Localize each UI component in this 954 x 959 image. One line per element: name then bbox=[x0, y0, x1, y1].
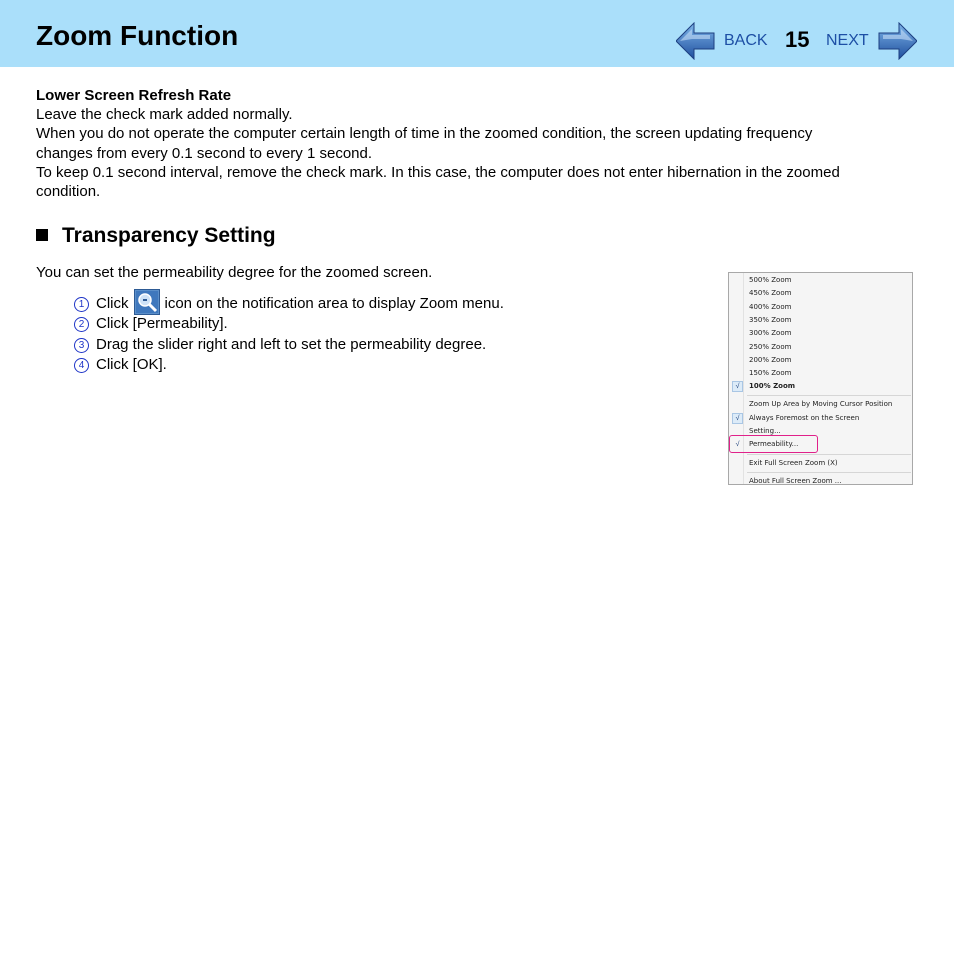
step-number: 3 bbox=[74, 338, 89, 353]
page-title: Zoom Function bbox=[36, 20, 239, 51]
back-arrow-icon[interactable] bbox=[676, 22, 716, 60]
step-text: Click [OK]. bbox=[96, 356, 167, 373]
zoom-menu-screenshot bbox=[728, 272, 913, 485]
refresh-heading: Lower Screen Refresh Rate bbox=[36, 87, 232, 104]
header-bar bbox=[0, 0, 954, 67]
menu-item-150[interactable]: 150% Zoom bbox=[749, 369, 792, 377]
check-icon: √ bbox=[732, 381, 743, 392]
step-item bbox=[74, 335, 486, 354]
refresh-line: changes from every 0.1 second to every 1 second. bbox=[36, 145, 373, 162]
back-link[interactable]: BACK bbox=[724, 32, 768, 49]
section-heading bbox=[36, 222, 276, 250]
section-intro: You can set the permeability degree for the zoomed screen. bbox=[36, 264, 433, 281]
menu-item-400[interactable]: 400% Zoom bbox=[749, 303, 792, 311]
step-text: Click bbox=[96, 294, 129, 312]
step-text: Click [Permeability]. bbox=[96, 315, 228, 332]
check-icon: √ bbox=[732, 413, 743, 424]
menu-item-exit[interactable]: Exit Full Screen Zoom (X) bbox=[749, 459, 838, 467]
square-bullet-icon bbox=[36, 229, 48, 241]
menu-item-permeability[interactable]: Permeability... bbox=[749, 440, 799, 448]
step-number: 1 bbox=[74, 297, 89, 312]
menu-item-100[interactable]: 100% Zoom bbox=[749, 382, 796, 390]
refresh-line: condition. bbox=[36, 183, 101, 200]
next-arrow-icon[interactable] bbox=[877, 22, 917, 60]
step-item bbox=[74, 314, 228, 333]
permeability-highlight bbox=[729, 435, 818, 453]
next-link[interactable]: NEXT bbox=[826, 32, 869, 49]
refresh-line: To keep 0.1 second interval, remove the check mark. In this case, the computer does not enter hibernation in the zoomed bbox=[36, 164, 840, 181]
menu-item-200[interactable]: 200% Zoom bbox=[749, 356, 792, 364]
menu-separator bbox=[747, 472, 911, 473]
menu-separator bbox=[747, 395, 911, 396]
menu-item-450[interactable]: 450% Zoom bbox=[749, 289, 792, 297]
zoom-tray-icon bbox=[134, 289, 160, 315]
section-heading-text: Transparency Setting bbox=[62, 224, 276, 247]
refresh-line: When you do not operate the computer certain length of time in the zoomed condition, the screen updating frequency bbox=[36, 125, 813, 142]
step-text: Drag the slider right and left to set the permeability degree. bbox=[96, 336, 487, 353]
menu-item-350[interactable]: 350% Zoom bbox=[749, 316, 792, 324]
page-number: 15 bbox=[785, 27, 810, 52]
menu-item-300[interactable]: 300% Zoom bbox=[749, 329, 792, 337]
check-icon: √ bbox=[735, 441, 740, 448]
step-item bbox=[74, 355, 167, 374]
step-number: 4 bbox=[74, 358, 89, 373]
menu-item-zoom-up-area[interactable]: Zoom Up Area by Moving Cursor Position bbox=[749, 400, 893, 408]
menu-item-about[interactable]: About Full Screen Zoom ... bbox=[749, 477, 842, 485]
step-text: icon on the notification area to display Zoom menu. bbox=[164, 294, 504, 312]
menu-item-always-foremost[interactable]: Always Foremost on the Screen bbox=[749, 414, 860, 422]
menu-separator bbox=[747, 454, 911, 455]
refresh-line: Leave the check mark added normally. bbox=[36, 106, 293, 123]
step-number: 2 bbox=[74, 317, 89, 332]
menu-item-500[interactable]: 500% Zoom bbox=[749, 276, 792, 284]
menu-item-250[interactable]: 250% Zoom bbox=[749, 343, 792, 351]
menu-item-setting[interactable]: Setting... bbox=[749, 427, 781, 435]
